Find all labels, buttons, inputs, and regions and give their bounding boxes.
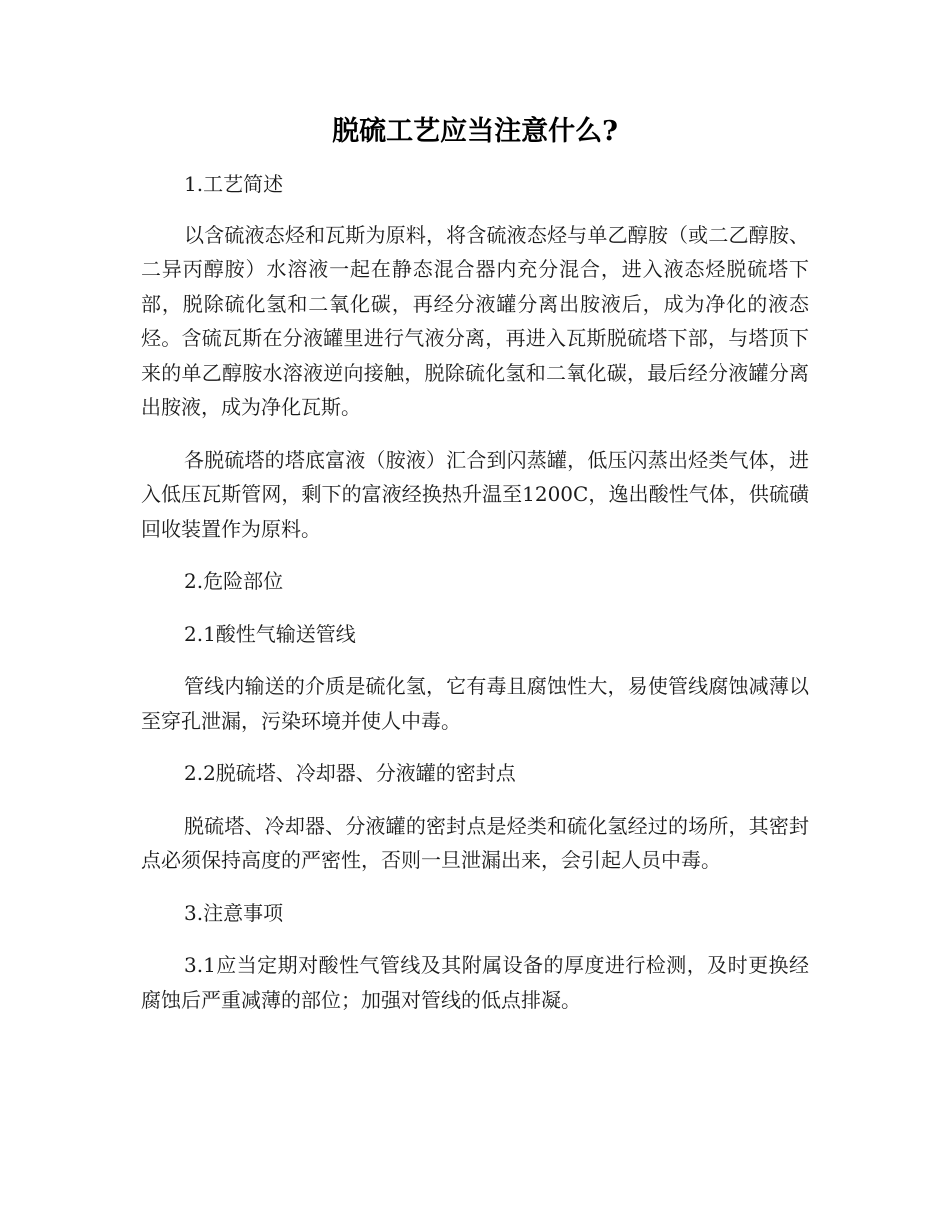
paragraph-precaution-3-1: 3.1应当定期对酸性气管线及其附属设备的厚度进行检测，及时更换经腐蚀后严重减薄的部位；加强对管线的低点排凝。: [141, 953, 809, 1012]
subheading-acid-gas-pipeline: 2.1酸性气输送管线: [184, 621, 356, 646]
paragraph-pipeline-hazard: 管线内输送的介质是硫化氢，它有毒且腐蚀性大，易使管线腐蚀减薄以至穿孔泄漏，污染环境并使人中毒。: [141, 674, 809, 733]
paragraph-process-description: 以含硫液态烃和瓦斯为原料，将含硫液态烃与单乙醇胺（或二乙醇胺、二异丙醇胺）水溶液一起在静态混合器内充分混合，进入液态烃脱硫塔下部，脱除硫化氢和二氧化碳，再经分液罐分离出胺液后，成为净化的液态烃。含硫瓦斯在分液罐里进行气液分离，再进入瓦斯脱硫塔下部，与塔顶下来的单乙醇胺水溶液逆向接触，脱除硫化氢和二氧化碳，最后经分液罐分离出胺液，成为净化瓦斯。: [141, 222, 809, 419]
heading-process-overview: 1.工艺简述: [184, 172, 284, 196]
paragraph-rich-liquid: 各脱硫塔的塔底富液（胺液）汇合到闪蒸罐，低压闪蒸出烃类气体，进入低压瓦斯管网，剩下的富液经换热升温至1200C，逸出酸性气体，供硫磺回收装置作为原料。: [141, 447, 809, 541]
subheading-sealing-points: 2.2脱硫塔、冷却器、分液罐的密封点: [184, 761, 516, 785]
paragraph-sealing-hazard: 脱硫塔、冷却器、分液罐的密封点是烃类和硫化氢经过的场所，其密封点必须保持高度的严密性，否则一旦泄漏出来，会引起人员中毒。: [141, 813, 809, 872]
heading-precautions: 3.注意事项: [184, 900, 284, 925]
heading-hazard-locations: 2.危险部位: [184, 569, 284, 593]
document-body: [141, 167, 809, 1017]
document-title: 脱硫工艺应当注意什么?: [332, 116, 618, 147]
